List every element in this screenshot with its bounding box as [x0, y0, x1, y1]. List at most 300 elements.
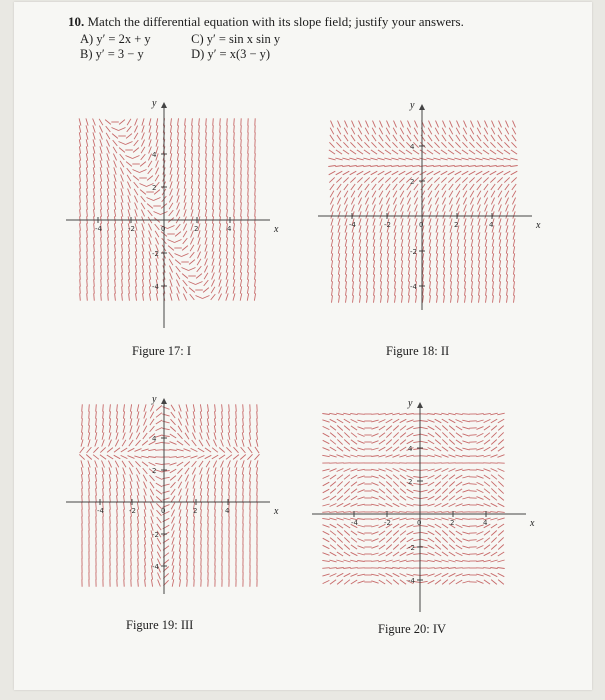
- slope-segment: [343, 512, 350, 513]
- slope-segment: [378, 142, 383, 147]
- slope-segment: [184, 174, 185, 181]
- slope-segment: [156, 139, 158, 146]
- slope-segment: [435, 496, 441, 500]
- slope-segment: [226, 455, 232, 460]
- slope-segment: [234, 125, 235, 132]
- slope-segment: [179, 509, 181, 516]
- slope-segment: [443, 253, 444, 260]
- slope-segment: [490, 413, 497, 415]
- slope-segment: [122, 244, 123, 251]
- slope-segment: [471, 246, 472, 253]
- slope-segment: [227, 181, 228, 188]
- slope-segment: [427, 414, 434, 415]
- slope-segment: [213, 195, 214, 202]
- slope-segment: [142, 230, 144, 237]
- slope-segment: [456, 538, 462, 542]
- slope-segment: [400, 538, 406, 543]
- slope-segment: [79, 153, 80, 160]
- slope-segment: [130, 425, 132, 432]
- slope-segment: [162, 428, 169, 429]
- slope-segment: [399, 518, 406, 520]
- slope-segment: [342, 158, 349, 160]
- slope-segment: [394, 274, 395, 281]
- slope-segment: [94, 265, 95, 272]
- slope-segment: [344, 135, 348, 141]
- slope-segment: [323, 538, 330, 542]
- slope-segment: [491, 184, 495, 190]
- slope-segment: [155, 224, 160, 230]
- slope-segment: [429, 218, 431, 225]
- slope-segment: [449, 135, 453, 141]
- slope-segment: [345, 232, 347, 239]
- slope-segment: [380, 260, 381, 267]
- slope-segment: [256, 432, 257, 439]
- slope-segment: [80, 209, 81, 216]
- slope-segment: [344, 531, 350, 536]
- slope-segment: [176, 266, 181, 272]
- slope-segment: [213, 181, 214, 188]
- slope-segment: [394, 260, 395, 267]
- slope-segment: [205, 448, 211, 452]
- slope-segment: [394, 239, 396, 246]
- slope-segment: [249, 432, 250, 439]
- slope-segment: [392, 150, 398, 154]
- slope-segment: [442, 468, 449, 471]
- slope-segment: [498, 545, 504, 550]
- slope-segment: [427, 469, 434, 471]
- slope-segment: [103, 488, 104, 495]
- slope-segment: [366, 205, 369, 212]
- slope-segment: [392, 413, 399, 415]
- slope-segment: [462, 420, 469, 422]
- slope-segment: [89, 418, 90, 425]
- slope-segment: [428, 440, 434, 444]
- slope-segment: [463, 490, 470, 492]
- slope-segment: [441, 560, 448, 562]
- slope-segment: [108, 251, 109, 258]
- slope-segment: [137, 475, 140, 482]
- slope-segment: [148, 449, 155, 450]
- slope-segment: [456, 580, 462, 584]
- slope-segment: [462, 441, 469, 443]
- slope-segment: [408, 260, 409, 267]
- slope-segment: [372, 539, 379, 542]
- slope-segment: [212, 244, 214, 251]
- slope-segment: [87, 174, 88, 181]
- slope-segment: [331, 218, 333, 225]
- slope-segment: [385, 568, 392, 569]
- slope-segment: [408, 274, 409, 281]
- slope-segment: [257, 411, 258, 418]
- slope-segment: [149, 237, 151, 244]
- slope-segment: [114, 181, 116, 188]
- slope-segment: [478, 232, 480, 239]
- slope-segment: [234, 132, 235, 139]
- slope-field-plot-1: [66, 98, 278, 328]
- slope-segment: [221, 440, 224, 447]
- slope-segment: [415, 239, 417, 246]
- slope-segment: [87, 181, 88, 188]
- slope-segment: [420, 483, 427, 485]
- slope-segment: [220, 139, 221, 146]
- slope-segment: [144, 530, 145, 537]
- slope-segment: [434, 560, 441, 562]
- slope-segment: [483, 413, 490, 414]
- x-tick-label: 4: [227, 225, 232, 233]
- slope-segment: [331, 274, 332, 281]
- slope-segment: [386, 482, 392, 487]
- slope-segment: [235, 432, 236, 439]
- slope-segment: [363, 166, 370, 167]
- slope-segment: [344, 545, 350, 550]
- slope-segment: [81, 439, 83, 446]
- slope-segment: [394, 121, 397, 128]
- slope-segment: [492, 260, 493, 267]
- slope-segment: [435, 433, 441, 438]
- slope-segment: [180, 572, 181, 579]
- slope-segment: [133, 170, 140, 173]
- slope-segment: [477, 427, 484, 430]
- x-tick-label: -2: [128, 225, 135, 233]
- slope-segment: [214, 467, 216, 474]
- slope-segment: [464, 225, 466, 232]
- slope-segment: [461, 166, 468, 167]
- slope-segment: [162, 414, 169, 416]
- slope-segment: [179, 405, 181, 412]
- slope-segment: [387, 267, 388, 274]
- slope-segment: [106, 140, 109, 147]
- slope-segment: [208, 537, 209, 544]
- slope-segment: [497, 171, 504, 175]
- slope-segment: [400, 504, 407, 507]
- slope-segment: [110, 509, 111, 516]
- slope-segment: [442, 503, 449, 506]
- slope-segment: [386, 573, 393, 576]
- slope-segment: [491, 455, 498, 458]
- slope-segment: [387, 205, 390, 212]
- slope-segment: [141, 449, 148, 451]
- slope-segment: [505, 191, 509, 198]
- slope-segment: [121, 181, 123, 188]
- slope-segment: [198, 448, 204, 452]
- slope-segment: [199, 125, 200, 132]
- slope-segment: [80, 167, 81, 174]
- slope-segment: [205, 223, 207, 230]
- slope-segment: [476, 420, 483, 422]
- slope-segment: [250, 481, 251, 488]
- slope-segment: [471, 267, 472, 274]
- slope-segment: [241, 223, 242, 230]
- slope-segment: [323, 440, 330, 443]
- slope-segment: [366, 232, 368, 239]
- slope-segment: [201, 530, 202, 537]
- slope-segment: [234, 160, 235, 167]
- slope-segment: [456, 433, 462, 437]
- slope-segment: [107, 167, 109, 174]
- slope-segment: [107, 174, 109, 181]
- slope-segment: [140, 184, 147, 187]
- slope-segment: [470, 184, 474, 190]
- slope-segment: [478, 260, 479, 267]
- slope-segment: [212, 251, 214, 258]
- slope-segment: [485, 239, 487, 246]
- slope-segment: [191, 167, 192, 174]
- slope-segment: [133, 148, 139, 153]
- slope-segment: [115, 440, 118, 447]
- slope-segment: [207, 425, 209, 432]
- slope-segment: [128, 237, 129, 244]
- slope-segment: [192, 125, 193, 132]
- slope-segment: [183, 224, 186, 231]
- slope-segment: [358, 441, 365, 444]
- slope-segment: [456, 420, 463, 423]
- slope-segment: [408, 225, 410, 232]
- slope-segment: [168, 240, 175, 243]
- slope-segment: [506, 274, 507, 281]
- slope-segment: [462, 546, 469, 548]
- slope-segment: [456, 545, 462, 549]
- x-tick-label: 2: [194, 225, 199, 233]
- slope-segment: [344, 488, 349, 493]
- y-tick-label: -4: [410, 283, 417, 291]
- slope-segment: [343, 171, 350, 175]
- slope-segment: [88, 432, 89, 439]
- slope-segment: [449, 432, 454, 437]
- slope-segment: [492, 274, 493, 281]
- slope-segment: [506, 232, 508, 239]
- slope-segment: [337, 481, 342, 486]
- slope-segment: [422, 253, 423, 260]
- slope-segment: [343, 560, 350, 562]
- slope-segment: [476, 448, 483, 450]
- slope-segment: [449, 475, 455, 479]
- slope-segment: [93, 181, 94, 188]
- slope-segment: [82, 404, 83, 411]
- slope-segment: [212, 265, 214, 272]
- slope-segment: [344, 475, 350, 480]
- slope-segment: [226, 286, 228, 293]
- slope-segment: [135, 449, 142, 452]
- slope-segment: [198, 245, 201, 252]
- slope-segment: [344, 580, 350, 585]
- slope-segment: [145, 544, 146, 551]
- slope-segment: [351, 433, 357, 438]
- slope-segment: [430, 295, 431, 302]
- slope-segment: [149, 118, 151, 125]
- slope-segment: [365, 184, 369, 190]
- slope-segment: [213, 125, 214, 132]
- slope-segment: [198, 195, 199, 202]
- slope-segment: [358, 546, 365, 549]
- slope-segment: [113, 140, 118, 146]
- slope-segment: [115, 258, 116, 265]
- slope-segment: [371, 519, 378, 520]
- slope-segment: [399, 512, 406, 513]
- slope-segment: [330, 552, 337, 556]
- slope-segment: [443, 260, 444, 267]
- slope-segment: [89, 425, 90, 432]
- y-axis-label: y: [408, 398, 413, 409]
- slope-segment: [386, 128, 390, 135]
- slope-segment: [497, 560, 504, 562]
- slope-segment: [471, 274, 472, 281]
- slope-segment: [234, 139, 235, 146]
- slope-segment: [379, 489, 385, 493]
- slope-segment: [191, 188, 192, 195]
- slope-segment: [499, 246, 500, 253]
- slope-segment: [511, 142, 516, 147]
- slope-segment: [441, 568, 448, 569]
- slope-segment: [498, 191, 502, 198]
- slope-segment: [215, 516, 216, 523]
- slope-segment: [357, 504, 364, 506]
- slope-segment: [434, 568, 441, 569]
- slope-segment: [351, 489, 357, 493]
- slope-segment: [79, 146, 80, 153]
- slope-segment: [137, 481, 139, 488]
- slope-segment: [138, 530, 139, 537]
- slope-segment: [168, 246, 174, 251]
- slope-segment: [248, 272, 249, 279]
- slope-segment: [177, 181, 179, 188]
- slope-segment: [126, 156, 133, 159]
- slope-segment: [177, 462, 183, 466]
- slope-segment: [371, 561, 378, 562]
- slope-segment: [198, 181, 199, 188]
- slope-segment: [385, 142, 390, 147]
- slope-segment: [386, 475, 392, 479]
- slope-segment: [506, 246, 507, 253]
- slope-segment: [145, 558, 146, 565]
- slope-segment: [506, 121, 509, 128]
- slope-segment: [427, 171, 434, 175]
- slope-segment: [422, 246, 423, 253]
- slope-segment: [149, 279, 150, 286]
- y-tick-label: 4: [410, 143, 415, 151]
- slope-segment: [337, 503, 344, 506]
- slope-segment: [170, 153, 172, 160]
- slope-segment: [499, 211, 501, 218]
- slope-segment: [353, 281, 354, 288]
- slope-segment: [443, 225, 445, 232]
- slope-segment: [178, 125, 179, 132]
- slope-segment: [80, 181, 81, 188]
- slope-segment: [170, 167, 172, 174]
- slope-segment: [492, 232, 494, 239]
- slope-segment: [196, 282, 203, 285]
- slope-segment: [343, 142, 348, 147]
- slope-segment: [373, 246, 374, 253]
- slope-segment: [220, 188, 221, 195]
- slope-segment: [455, 512, 462, 513]
- slope-segment: [179, 523, 181, 530]
- slope-segment: [135, 461, 140, 466]
- slope-segment: [482, 166, 489, 167]
- slope-segment: [366, 239, 368, 246]
- slope-segment: [498, 531, 504, 536]
- slope-segment: [197, 266, 202, 272]
- slope-segment: [455, 469, 462, 471]
- slope-segment: [464, 267, 465, 274]
- slope-segment: [498, 503, 505, 506]
- slope-segment: [378, 150, 384, 154]
- slope-segment: [248, 209, 249, 216]
- slope-segment: [372, 483, 379, 486]
- slope-segment: [374, 295, 375, 302]
- slope-segment: [205, 202, 206, 209]
- slope-segment: [359, 239, 361, 246]
- slope-segment: [429, 260, 430, 267]
- slope-segment: [205, 209, 206, 216]
- slope-segment: [199, 132, 200, 139]
- slope-segment: [506, 267, 507, 274]
- slope-segment: [257, 481, 258, 488]
- slope-segment: [134, 182, 139, 188]
- slope-segment: [434, 518, 441, 520]
- slope-segment: [99, 126, 102, 133]
- slope-segment: [219, 251, 221, 258]
- slope-segment: [322, 512, 329, 513]
- slope-segment: [419, 166, 426, 167]
- slope-segment: [255, 279, 256, 286]
- slope-segment: [484, 545, 490, 549]
- slope-segment: [156, 497, 162, 502]
- slope-segment: [127, 126, 132, 132]
- slope-segment: [386, 447, 392, 451]
- slope-segment: [485, 232, 487, 239]
- slope-segment: [428, 580, 435, 583]
- slope-segment: [127, 119, 131, 125]
- x-tick-label: -2: [384, 221, 391, 229]
- slope-segment: [94, 237, 95, 244]
- slope-segment: [94, 209, 95, 216]
- slope-segment: [219, 237, 220, 244]
- slope-segment: [358, 427, 365, 430]
- slope-segment: [213, 132, 214, 139]
- slope-segment: [386, 488, 391, 493]
- slope-segment: [331, 267, 332, 274]
- slope-segment: [192, 468, 195, 475]
- slope-segment: [475, 166, 482, 167]
- slope-segment: [235, 467, 237, 474]
- slope-segment: [184, 181, 186, 188]
- slope-segment: [206, 188, 207, 195]
- slope-segment: [87, 447, 92, 453]
- slope-segment: [248, 202, 249, 209]
- slope-segment: [331, 211, 333, 218]
- slope-segment: [379, 574, 386, 577]
- slope-segment: [93, 139, 95, 146]
- slope-segment: [228, 432, 230, 439]
- slope-segment: [388, 288, 389, 295]
- slope-segment: [109, 432, 111, 439]
- slope-segment: [359, 211, 361, 218]
- slope-segment: [107, 455, 113, 459]
- slope-segment: [336, 150, 342, 154]
- slope-segment: [462, 427, 469, 429]
- slope-segment: [350, 150, 356, 154]
- slope-segment: [234, 202, 235, 209]
- slope-segment: [491, 573, 498, 576]
- slope-segment: [156, 413, 162, 418]
- slope-segment: [388, 281, 389, 288]
- slope-segment: [322, 568, 329, 569]
- slope-segment: [82, 418, 83, 425]
- slope-segment: [117, 502, 118, 509]
- slope-segment: [434, 455, 441, 457]
- slope-segment: [358, 184, 362, 190]
- slope-segment: [464, 205, 467, 212]
